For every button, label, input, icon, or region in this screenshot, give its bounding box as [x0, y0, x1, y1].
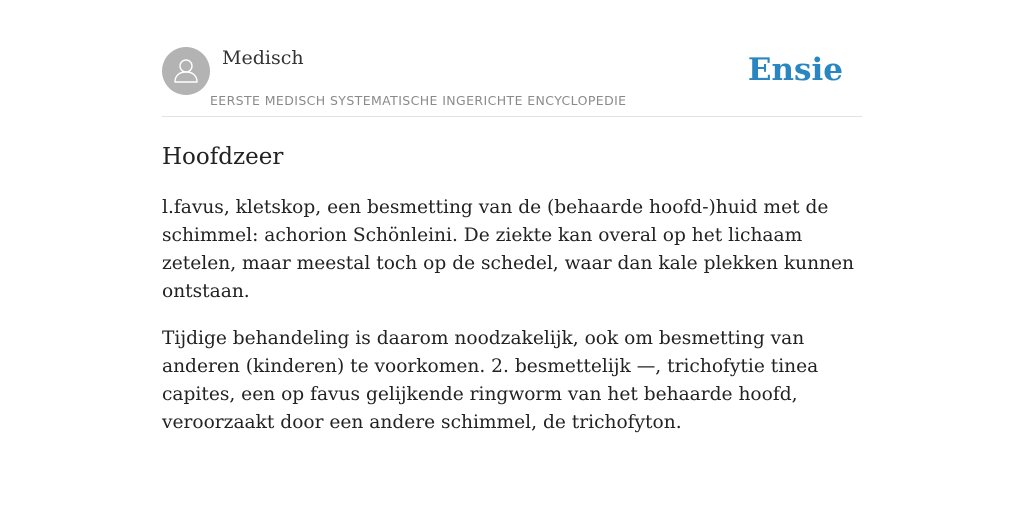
article-title: Hoofdzeer — [162, 144, 284, 170]
article — [162, 117, 862, 437]
user-icon — [162, 47, 210, 95]
article-paragraph: Tijdige behandeling is daarom noodzakelijk, ook om besmetting van anderen (kinderen) te voorkomen. 2. besmettelijk —, trichofytie tinea capites, een op favus gelijkende ringworm van het behaarde hoofd, veroorzaakt door een andere schimmel, de trichofyton. — [162, 328, 819, 433]
site-name-link[interactable]: Medisch — [222, 47, 304, 69]
article-paragraph: l.favus, kletskop, een besmetting van de (behaarde hoofd-)huid met de schimmel: achorion Schönleini. De ziekte kan overal op het lichaam zetelen, maar meestal toch op de schedel, waar dan kale plekken kunnen ontstaan. — [162, 197, 855, 302]
page-container — [162, 0, 862, 437]
brand-logo-link[interactable]: Ensie — [747, 52, 843, 88]
site-tagline: EERSTE MEDISCH SYSTEMATISCHE INGERICHTE ENCYCLOPEDIE — [210, 93, 627, 108]
header — [162, 0, 862, 117]
avatar[interactable] — [162, 47, 210, 95]
